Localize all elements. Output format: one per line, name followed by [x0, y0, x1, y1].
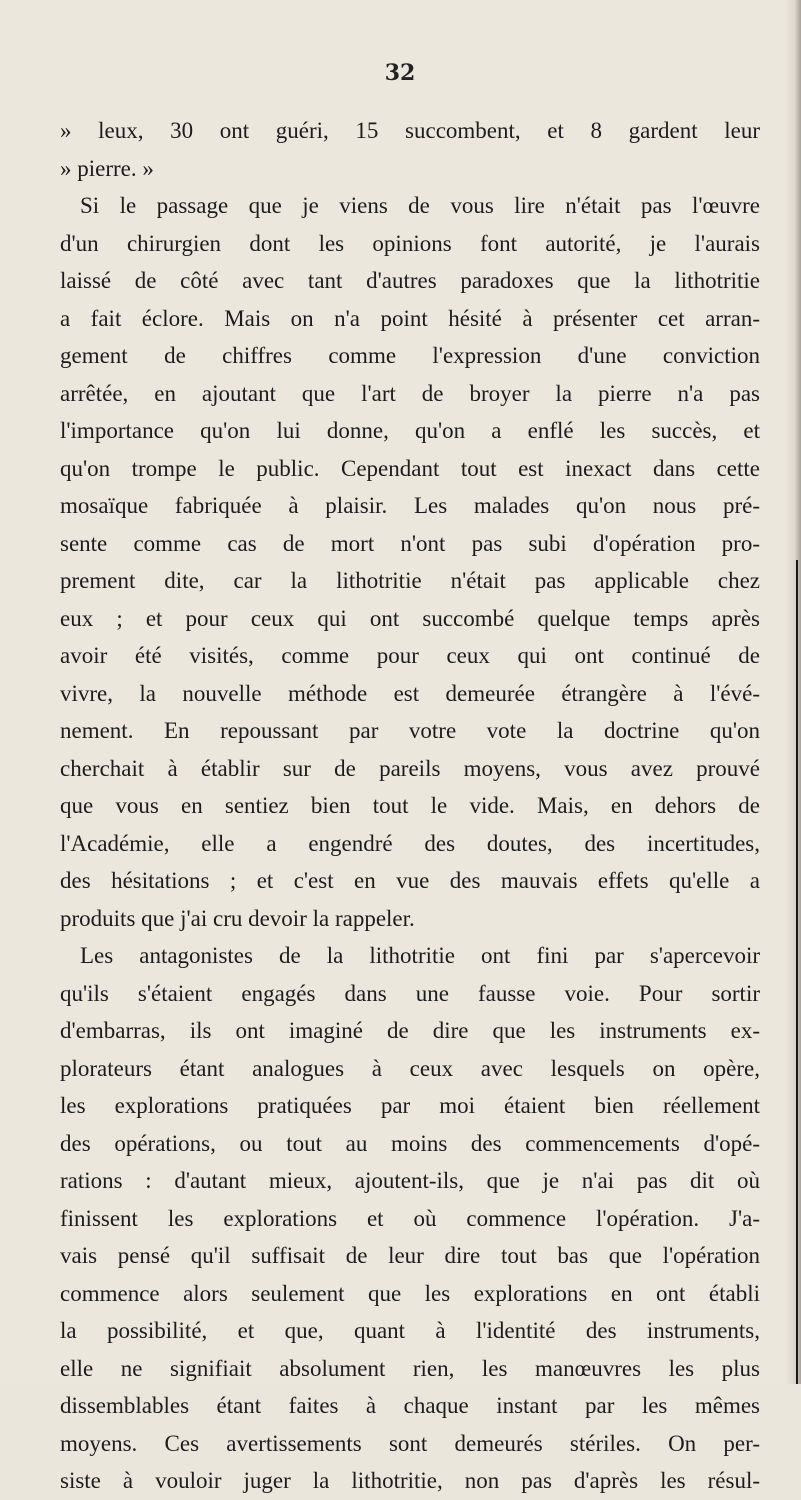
text-line: la possibilité, et que, quant à l'identité des instruments,: [60, 1318, 760, 1343]
text-line: prement dite, car la lithotritie n'était pas applicable chez: [60, 568, 760, 593]
text-line: qu'ils s'étaient engagés dans une fausse voie. Pour sortir: [60, 980, 760, 1006]
text-line: a fait éclore. Mais on n'a point hésité à présenter cet arran-: [60, 305, 760, 331]
text-line: vivre, la nouvelle méthode est demeurée étrangère à l'évé-: [60, 680, 760, 706]
text-line: des opérations, ou tout au moins des commencements d'opé-: [60, 1130, 760, 1156]
page-number: 32: [384, 60, 416, 86]
text-line: l'importance qu'on lui donne, qu'on a enflé les succès, et: [60, 418, 760, 443]
text-line: mosaïque fabriquée à plaisir. Les malades qu'on nous pré-: [60, 493, 760, 518]
text-line: d'embarras, ils ont imaginé de dire que les instruments ex-: [60, 1018, 760, 1043]
text-line: que vous en sentiez bien tout le vide. Mais, en dehors de: [60, 793, 760, 818]
text-line: l'Académie, elle a engendré des doutes, des incertitudes,: [60, 830, 760, 856]
text-line: plorateurs étant analogues à ceux avec lesquels on opère,: [60, 1055, 760, 1081]
text-line: avoir été visités, comme pour ceux qui ont continué de: [60, 643, 760, 668]
text-line: » leux, 30 ont guéri, 15 succombent, et 8 gardent leur: [60, 118, 760, 143]
text-line: Les antagonistes de la lithotritie ont fini par s'apercevoir: [80, 943, 760, 968]
text-line: les explorations pratiquées par moi étaient bien réellement: [60, 1093, 760, 1118]
text-line: Si le passage que je viens de vous lire n'était pas l'œuvre: [80, 193, 760, 218]
text-line: » pierre. »: [60, 155, 154, 181]
binding-edge: [796, 560, 798, 1384]
text-line: moyens. Ces avertissements sont demeurés stériles. On per-: [60, 1430, 760, 1456]
text-line: elle ne signifiait absolument rien, les manœuvres les plus: [60, 1355, 760, 1381]
text-line: gement de chiffres comme l'expression d'une conviction: [60, 343, 760, 368]
text-line: des hésitations ; et c'est en vue des mauvais effets qu'elle a: [60, 868, 760, 893]
text-line: qu'on trompe le public. Cependant tout est inexact dans cette: [60, 455, 760, 481]
text-line: produits que j'ai cru devoir la rappeler.: [60, 905, 415, 931]
text-line: sente comme cas de mort n'ont pas subi d'opération pro-: [60, 530, 760, 556]
text-line: laissé de côté avec tant d'autres paradoxes que la lithotritie: [60, 268, 760, 293]
page-edge-shadow: [785, 0, 801, 1384]
text-line: eux ; et pour ceux qui ont succombé quelque temps après: [60, 605, 760, 631]
text-line: nement. En repoussant par votre vote la doctrine qu'on: [60, 718, 760, 743]
text-line: siste à vouloir juger la lithotritie, non pas d'après les résul-: [60, 1468, 760, 1493]
text-line: arrêtée, en ajoutant que l'art de broyer la pierre n'a pas: [60, 380, 760, 406]
text-line: dissemblables étant faites à chaque instant par les mêmes: [60, 1393, 760, 1418]
text-line: cherchait à établir sur de pareils moyens, vous avez prouvé: [60, 755, 760, 781]
body-text: [60, 112, 760, 1500]
text-line: d'un chirurgien dont les opinions font autorité, je l'aurais: [60, 230, 760, 256]
text-line: commence alors seulement que les explorations en ont établi: [60, 1280, 760, 1306]
text-line: rations : d'autant mieux, ajoutent-ils, que je n'ai pas dit où: [60, 1168, 760, 1193]
text-line: finissent les explorations et où commence l'opération. J'a-: [60, 1205, 760, 1231]
text-line: vais pensé qu'il suffisait de leur dire tout bas que l'opération: [60, 1243, 760, 1268]
